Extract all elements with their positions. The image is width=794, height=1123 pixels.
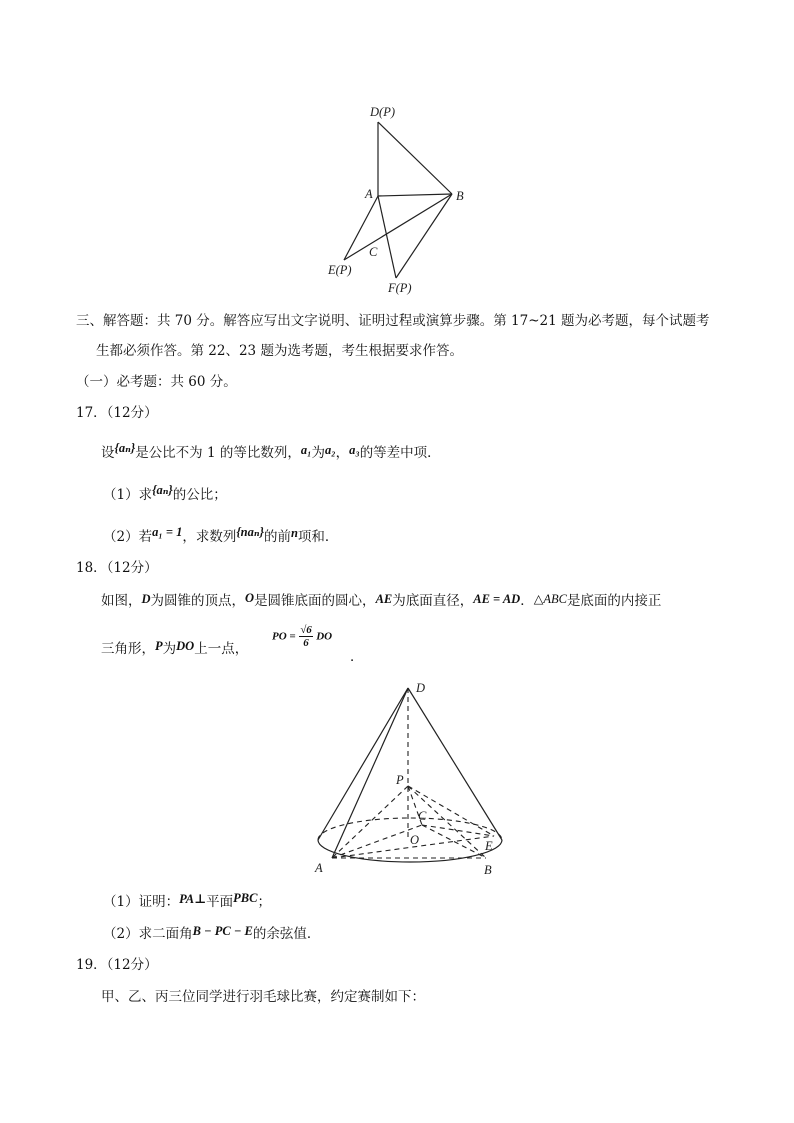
cone-label-A: A [315, 861, 323, 875]
q17-text-4: ， [335, 445, 350, 461]
math-O: O [245, 591, 255, 605]
section-3-line-1: 三、解答题：共 70 分。解答应写出文字说明、证明过程或演算步骤。第 17~21 题为必考题，每个试题考 [76, 313, 710, 329]
section-3-part-1: （一）必考题：共 60 分。 [76, 374, 237, 390]
q17-header: 17．（12分） [76, 405, 158, 421]
cone-label-C: C [418, 809, 427, 823]
math-DO: DO [176, 639, 195, 653]
q17-text-5: 的等差中项． [359, 445, 441, 461]
q18-l1-d: 为底面直径， [392, 593, 474, 609]
fraction-numerator: √6 [300, 624, 312, 636]
q17-p1-b: 的公比； [172, 487, 227, 503]
q17-part-1 [103, 483, 227, 504]
math-DO-2: DO [316, 630, 333, 643]
q18-l1-b: 为圆锥的顶点， [150, 593, 246, 609]
q18-header: 18．（12分） [76, 560, 158, 576]
q17-p2-c: 的前 [263, 529, 291, 545]
q18-stem-line-1 [101, 592, 661, 610]
q19-header: 19．（12分） [76, 957, 158, 973]
q18-part-2 [103, 925, 320, 943]
math-a2: a₂ [324, 443, 336, 457]
edge-AB [378, 194, 452, 196]
q17-text-3: 为 [311, 445, 325, 461]
figure-cone-diagram [310, 678, 510, 878]
q17-p1-a: （1）求 [103, 487, 153, 503]
q18-l2-a: 三角形， [101, 641, 155, 657]
cone-label-P: P [396, 773, 404, 787]
math-nan: {naₙ} [236, 525, 264, 539]
math-a1: a₁ [300, 443, 312, 457]
math-an-2: {aₙ} [152, 483, 173, 497]
q18-p2-b: 的余弦值． [252, 926, 321, 942]
fraction-denominator: 6 [303, 637, 309, 649]
q18-p1-b: 平面 [206, 894, 234, 910]
math-triangle-ABC: △ABC [533, 592, 567, 606]
math-AE: AE [375, 592, 393, 606]
fraction-sqrt6-over-6 [299, 624, 313, 649]
math-n: n [290, 526, 298, 540]
cone-left-side [318, 688, 408, 840]
q18-l2-c: 上一点， [194, 641, 249, 657]
q18-l1-c: 是圆锥底面的圆心， [254, 593, 376, 609]
math-an: {aₙ} [114, 441, 136, 455]
math-P: P [155, 639, 163, 653]
label-D: D(P) [370, 105, 395, 119]
edge-FB [396, 194, 452, 278]
math-D: D [141, 592, 151, 606]
label-E: E(P) [328, 263, 352, 277]
edge-DB [378, 122, 452, 194]
q17-text-1: 设 [101, 445, 115, 461]
math-a3: a₃ [349, 443, 360, 457]
q17-part-2 [103, 525, 339, 546]
q18-l1-e: ． [520, 593, 534, 609]
label-C: C [369, 245, 378, 259]
math-PA-perp: PA⊥ [179, 892, 207, 906]
q18-stem-line-2 [101, 640, 248, 658]
q17-p2-b: ，求数列 [182, 529, 237, 545]
q18-l2-b: 为 [162, 641, 177, 657]
formula-period: ． [350, 649, 364, 665]
q17-stem [101, 441, 441, 462]
math-a1-eq: a₁ = 1 [152, 525, 183, 539]
q17-text-2: 是公比不为 1 的等比数列， [135, 445, 301, 461]
formula-PO [272, 624, 332, 649]
q18-p1-a: （1）证明： [103, 894, 180, 910]
label-B: B [456, 189, 464, 203]
cone-label-B: B [484, 863, 492, 877]
cone-label-O: O [410, 833, 420, 847]
math-dihedral-angle: B − PC − E [192, 924, 253, 938]
label-A: A [365, 187, 373, 201]
edge-EB [344, 194, 452, 260]
q17-p2-d: 项和． [297, 529, 339, 545]
cone-label-D: D [416, 681, 426, 695]
q18-p1-c: ； [257, 894, 271, 910]
q18-part-1 [103, 893, 271, 911]
q18-l1-a: 如图， [101, 593, 142, 609]
math-AE-AD: AE = AD [473, 592, 521, 606]
edge-CB [422, 825, 486, 858]
math-PBC: PBC [233, 891, 258, 905]
label-F: F(P) [388, 281, 412, 295]
section-3-line-2: 生都必须作答。第 22、23 题为选考题，考生根据要求作答。 [96, 343, 463, 359]
edge-AC [332, 825, 422, 858]
cone-label-E: E [485, 839, 493, 853]
q17-p2-a: （2）若 [103, 529, 153, 545]
figure-net-diagram [320, 100, 480, 300]
q18-p2-a: （2）求二面角 [103, 926, 193, 942]
q18-l1-f: 是底面的内接正 [566, 593, 662, 609]
q19-line-1: 甲、乙、丙三位同学进行羽毛球比赛，约定赛制如下： [101, 989, 425, 1005]
math-PO: PO = [272, 630, 296, 643]
